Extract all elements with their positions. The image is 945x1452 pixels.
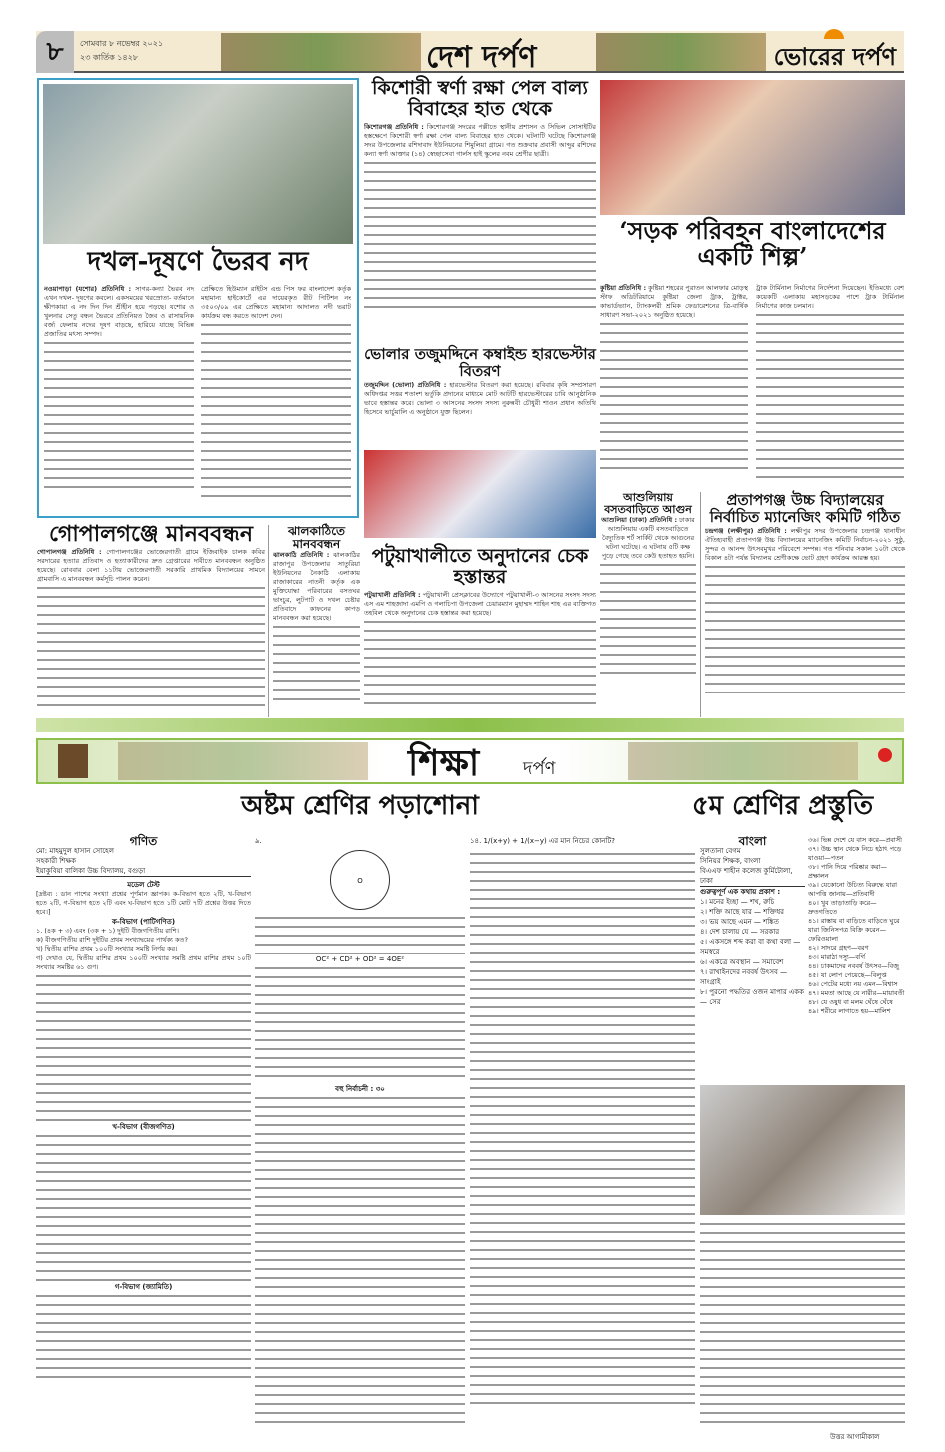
- list-item: ৪১। রাস্তায় বা বাড়িতে বাড়িতে ঘুরে যারা জিনিসপত্র বিক্রি করেন—ফেরিওয়ালা: [808, 917, 900, 943]
- harvester-photo: [364, 450, 596, 538]
- header-photo-right: [596, 33, 766, 71]
- author-role: সিনিয়র শিক্ষক, বাংলা: [700, 857, 761, 865]
- subject-title: গণিত: [129, 834, 158, 848]
- headline: প্রতাপগঞ্জ উচ্চ বিদ্যালয়ের নির্বাচিত ম্যানেজিং কমিটি গঠিত: [709, 491, 901, 526]
- list-item: ৪০। খুব তাড়াতাড়ি করে—দ্রুতগতিতে: [808, 899, 877, 916]
- question: গ) দেখাও যে, দ্বিতীয় রাশির প্রথম ১০০টি সংখ্যার সমষ্টি প্রথম রাশির প্রথম ১০টি সংখ্যার সমষ্টির ৬১ গুণ।: [36, 954, 251, 971]
- list-item: ৩৮। পানি দিয়ে পরিষ্কার করা—প্রক্ষালন: [808, 863, 887, 880]
- section-title: দেশ দর্পণ: [426, 40, 537, 75]
- article-pratapganj: [700, 492, 905, 717]
- list-item: ৪। দেশ চালায় যে — সরকার: [700, 928, 780, 936]
- dateline: কুষ্টিয়া প্রতিনিধি :: [600, 284, 647, 292]
- instructions: [দ্রষ্টব্য : ডান পাশের সংখ্যা প্রশ্নের পূর্ণমান জ্ঞাপক। ক-বিভাগ হতে ২টি, খ-বিভাগ হতে ২টি, গ-বিভাগ হতে ২টি এবং ঘ-বিভাগ হতে ১টি মোট ৭টি প্রশ্নের উত্তর দিতে হবে।]: [36, 890, 251, 916]
- headline: ভোলার তজুমদ্দিনে কম্বাইন্ড হারভেস্টার বিতরণ: [364, 345, 596, 380]
- question: ১. (৪ক + ৩) এবং (৩ক + ১) দুইটি বীজগণিতীয় রাশি।: [36, 927, 179, 935]
- list-item: ৪৯। শরীরে লাগাতে হয়—মালিশ: [808, 1007, 891, 1015]
- question: ক) বীজগণিতীয় রাশি দুইটির প্রথম সংখ্যাদ্বয়ের পার্থক্য কত?: [36, 936, 188, 944]
- article-road-transport: [600, 218, 905, 488]
- logo-sun-icon: [824, 29, 844, 39]
- body-text: কুষ্টিয়া শহরের পুরাতন আলফার মোড়স্থ স্টাফ অডিটরিয়ামে কুষ্টিয়া জেলা ট্রাক, ট্রাক্টর, কাভার্ডভ্যান, ট্যাংকলরী শ্রমিক ফেডারেশনের ত্রি-বার্ষিক সাধারণ সভা-২০২১ অনুষ্ঠিত হয়েছে।: [600, 284, 748, 319]
- question-number: ৯.: [255, 837, 262, 845]
- headline: গোপালগঞ্জে মানববন্ধন: [49, 521, 253, 547]
- headline: পটুয়াখালীতে অনুদানের চেক হস্তান্তর: [371, 545, 589, 588]
- test-title: মডেল টেস্ট: [127, 881, 160, 889]
- dateline: নওয়াপাড়া (যশোর) প্রতিনিধি :: [44, 285, 132, 293]
- list-item: ২। শক্তি আছে যার — শক্তিধর: [700, 908, 784, 916]
- students-exam-photo: [700, 1085, 905, 1215]
- date-block: [80, 37, 163, 65]
- headline: আশুলিয়ায় বসতবাড়িতে আগুন: [604, 491, 692, 517]
- section-b: খ-বিভাগ (বীজগণিত): [112, 1123, 175, 1131]
- list-item: ৪৮। যে ওষুধ বা মলম ঘেঁষে ঘেঁষে: [808, 998, 893, 1006]
- list-item: ৪৪। চাকমাদের নববর্ষ উৎসব—বিজু: [808, 962, 899, 970]
- body-text: প্রেক্ষিতে হিউম্যান রাইটস এন্ড পিস ফর বাংলাদেশ কর্তৃক মহামান্য হাইকোর্টে এর দায়েরকৃত রীট পিটিশন নং ৩৫০৩/০৯ এর প্রেক্ষিতে মহামান্য আদালত নদী ভরাট কার্যক্রম বন্ধ করতে আদেশ দেন।: [201, 285, 351, 320]
- list-item: ৩৬। ভিন্ন দেশে যে বাস করে—প্রবাসী: [808, 836, 902, 844]
- author-role: সহকারী শিক্ষক: [36, 857, 77, 865]
- body-text: ট্রাক টার্মিনাল নির্মাণের নির্দেশনা দিয়েছেন। ইতিমধ্যে বেশ কয়েকটি এলাকায় মহাসড়কের পাশে ট্রাক টার্মিনাল নির্মাণের কাজ চলমান।: [756, 284, 904, 310]
- dateline: চন্দ্রগঞ্জ (লক্ষীপুর) প্রতিনিধি :: [705, 527, 787, 535]
- circle-diagram: O: [330, 850, 390, 910]
- article-bhairab: [37, 78, 359, 518]
- list-item: ৬। একত্রে অবস্থান — সমাবেশ: [700, 958, 784, 966]
- list-title: গুরুত্বপূর্ণ এক কথায় প্রকাশ :: [700, 888, 781, 896]
- list-item: ১। মনের ইচ্ছা — শখ, রুচি: [700, 898, 775, 906]
- newspaper-logo: ভোরের দর্পণ: [773, 42, 896, 71]
- dateline: আশুলিয়া (ঢাকা) প্রতিনিধি :: [601, 516, 678, 525]
- body-text: হারভেস্টার বিতরণ করা হয়েছে। রবিবার কৃষি সম্প্রসারণ অধিদপ্তর সত্তর শতাংশ ভর্তুকি প্রদানের মাধ্যমে মোট আটটি হারভেস্টারের চাবি আনুষ্ঠানিক ভাবে হস্তান্তর করে। ভোলা ৩ আসনের সংসদ সদস্য নুরুন্নবী চৌধুরী শাওন প্রধান অতিথি হিসেবে ভার্চুয়ালি এ অনুষ্ঠানে যুক্ত ছিলেন।: [364, 381, 596, 416]
- headline: কিশোরী স্বর্ণা রক্ষা পেল বাল্য বিবাহের হাত থেকে: [372, 77, 588, 120]
- question: ১৪. 1/(x+y) + 1/(x−y) এর মান নিচের কোনটি?: [470, 837, 615, 845]
- body-text: গোপালগঞ্জের ভোজেরগাতী গ্রামে ইজিবাইক চালক কবির সরদারের হত্যার প্রতিবাদ ও হত্যাকারীদের দ্রুত গ্রেপ্তারের দাবীতে মানববন্ধন অনুষ্ঠিত হয়েছে। রোববার বেলা ১১টায় ভোজেরগাতী সরকারি প্রাথমিক বিদ্যালয়ের সামনে গ্রামবাসি এ মানববন্ধন কর্মসূচি পালন করেন।: [37, 548, 265, 584]
- mcq-title: বহু নির্বাচনী : ৩০: [335, 1085, 385, 1093]
- body-text: লক্ষীপুর সদর উপজেলার চন্দ্রগঞ্জ থানাধীন ঐতিহ্যবাহী প্রতাপগঞ্জ উচ্চ বিদ্যালয়ের ম্যানেজিং কমিটি নির্বাচন-২০২১ সুষ্ঠু, সুন্দর ও আনন্দ উৎসবমুখর পরিবেশে সম্পন্ন। গত শনিবার সকাল ১০টা থেকে বিকাল ৪টা পর্যন্ত বিদ্যালয় শ্রেণীকক্ষে ভোট গ্রহণ কার্যক্রম আরম্ভ হয়।: [705, 527, 905, 562]
- list-item: ৩৯। যেকোনো উচিত্য বিরুদ্ধে যারা আপত্তি জানায়—প্রতিবাদী: [808, 881, 897, 898]
- article-patuakhali: [364, 546, 596, 718]
- section-c: গ-বিভাগ (জ্যামিতি): [114, 1283, 173, 1291]
- dateline: পটুয়াখালী প্রতিনিধি :: [364, 590, 421, 599]
- article-kishori: [364, 78, 596, 343]
- list-item: ৪৬। পেটের মধ্যে নয় এমন—বিশ্বাস: [808, 980, 898, 988]
- equation: OC² + CD² + OD² = 4OE²: [315, 955, 405, 963]
- list-item: ৪৫। যা লোপ পেয়েছে—বিলুপ্ত: [808, 971, 887, 979]
- date-gregorian: সোমবার ৮ নভেম্বর ২০২১: [80, 39, 164, 48]
- bangla-column-2: [808, 836, 905, 1016]
- subject-title: বাংলা: [738, 834, 767, 848]
- header-photo-left: [221, 33, 421, 71]
- headline: ‘সড়ক পরিবহন বাংলাদেশের একটি শিল্প’: [619, 216, 886, 272]
- list-item: ৫। একসঙ্গে শব্দ করা বা কথা বলা — সমস্বরে: [700, 938, 801, 956]
- students-photo-right: [628, 742, 858, 780]
- article-ashulia: [600, 492, 696, 717]
- banner-title: শিক্ষা: [408, 742, 480, 784]
- bangla-continued: [700, 1220, 905, 1425]
- page-header: [36, 31, 904, 73]
- date-bengali: ২৩ কার্তিক ১৪২৮: [80, 53, 139, 62]
- dateline: ঝালকাঠি প্রতিনিধি :: [273, 551, 330, 560]
- body-text: ঢাকার আশুলিয়ায় একটি বসতবাড়িতে বৈদ্যুতিক শর্ট সার্কিট থেকে আগুনের ঘটনা ঘটেছে। এ ঘটনায় ৫টি কক্ষ পুড়ে গেছে তবে কেউ হতাহত হয়নি।: [601, 516, 695, 561]
- dateline: গোপালগঞ্জ প্রতিনিধি :: [37, 548, 102, 557]
- list-item: ৭। রাখাইনদের নববর্ষ উৎসব — সাংগ্রাই: [700, 968, 788, 986]
- banner-subtitle: দর্পণ: [523, 758, 556, 779]
- list-item: ৪৭। মমতা আছে যে নারীর—মায়াবতী: [808, 989, 905, 997]
- section-a: ক-বিভাগ (পাটিগণিত): [111, 918, 176, 926]
- article-bhola: [364, 346, 596, 541]
- article-jhalakathi: [268, 525, 360, 717]
- author: সুলতানা বেগম: [700, 847, 741, 855]
- meeting-photo: [600, 80, 905, 215]
- math-column-3: [470, 836, 695, 1410]
- list-item: ৪৩। মারাঠা দস্যু—বর্গি: [808, 953, 866, 961]
- bangla-column: [700, 836, 805, 1007]
- dateline: তজুমদ্দিন (ভোলা) প্রতিনিধি :: [364, 381, 447, 389]
- article-gopalganj: [37, 522, 265, 717]
- body-text: কিশোরগঞ্জ সদরের পল্লীতে স্থানীয় প্রশাসন ও সিভিল সোসাইটির হস্তক্ষেপে কিশোরী স্বর্ণা রক্ষা পেল বাল্য বিবাহের হাত থেকে। ঘটনাটি ঘটেছে কিশোরগঞ্জ সদর উপজেলার রশিদাবাদ ইউনিয়নের শিমুলিয়া গ্রামে। গত শুক্রবার প্রবাসী আব্দুর রশিদের কন্যা স্বর্ণা আক্তার (১৪) স্বেচ্ছাসেবা গার্লস হাই স্কুলের নবম শ্রেণীর ছাত্রী।: [364, 122, 596, 158]
- question: খ) দ্বিতীয় রাশির প্রথম ১০০টি সংখ্যার সমষ্টি নির্ণয় কর।: [36, 945, 178, 953]
- school: বিএএফ শাহীন কলেজ কুর্মিটোলা, ঢাকা: [700, 866, 805, 887]
- divider-strip: [36, 718, 904, 732]
- class8-headline: অষ্টম শ্রেণির পড়াশোনা: [241, 791, 479, 821]
- math-column: [36, 836, 251, 1382]
- body-text: সাগর-কন্যা ভৈরব নদ এখন দখল- দূষণের কবলে। একসময়ের খরস্রোতা- বর্তমানে ক্ষীণকায়া এ নদ দিন দিন শ্রীহীন হয়ে পড়ছে। যশোর ও খুলনার সেতু বন্ধন ভৈরবে প্রতিনিয়ত জৈব ও রাসায়নিক বর্জ্য ফেলায় নদের দূষণ বাড়ছে, হারিয়ে যাচ্ছে বিভিন্ন প্রজাতির মৎস্য সম্পদ।: [44, 285, 194, 338]
- education-banner: [36, 738, 904, 784]
- list-item: ৪২। সাদরে গ্রহণ—বরণ: [808, 944, 869, 952]
- body-text: ঝালকাঠির রাজাপুর উপজেলার সাতুরিয়া ইউনিয়নের নৈকাঠি এলাকায় রাজাকারের নাতনী কর্তৃক এক মুক্তিযোদ্ধা পরিবারের বসতঘর ভাংচুর, লুটপাট ও দখল চেষ্টার প্রতিবাদে কাফনের কাপড় মানববন্ধন করা হয়েছে।: [273, 551, 360, 623]
- article-body: [44, 285, 194, 513]
- school: ইয়াকুবিয়া বালিকা উচ্চ বিদ্যালয়, বগুড়া: [36, 866, 251, 877]
- list-item: ৩। ভয় আছে এমন — শঙ্কিত: [700, 918, 779, 926]
- apple-icon: [878, 748, 892, 762]
- math-column-2: [255, 836, 465, 1424]
- list-item: ৩৭। উচ্চ স্থান থেকে নিচে হঠাৎ পড়ে যাওয়া—পতন: [808, 845, 902, 862]
- author: মো: মাহমুদুল হাসান সোহেল: [36, 847, 114, 855]
- body-text: পটুয়াখালী প্রেসক্লাবের উদ্যোগে পটুয়াখালী-৩ আসনের সংসদ সদস্য এস এম শাহজাদা এমপি ও গলাচিপা উপজেলা চেয়ারম্যান মুহাম্মদ শাহিন শাহ এর ব্যক্তিগত তহবিল থেকে অনুদানের চেক হস্তান্তর করা হয়েছে।: [364, 590, 596, 617]
- page-number: ৮: [36, 31, 74, 73]
- books-icon: [58, 744, 88, 778]
- list-item: ৮। পুরনো পদ্ধতির ওজন মাপার একক — সের: [700, 988, 805, 1006]
- students-photo-left: [118, 742, 368, 780]
- river-photo: [43, 84, 353, 244]
- article-body-col2: [201, 285, 351, 513]
- answer-note: উত্তর আগামীকাল: [830, 1433, 880, 1441]
- dateline: কিশোরগঞ্জ প্রতিনিধি :: [364, 122, 424, 131]
- class5-headline: ৫ম শ্রেণির প্রস্তুতি: [691, 791, 874, 821]
- headline: ঝালকাঠিতে মানববন্ধন: [287, 524, 346, 552]
- headline: দখল-দূষণে ভৈরব নদ: [87, 247, 309, 277]
